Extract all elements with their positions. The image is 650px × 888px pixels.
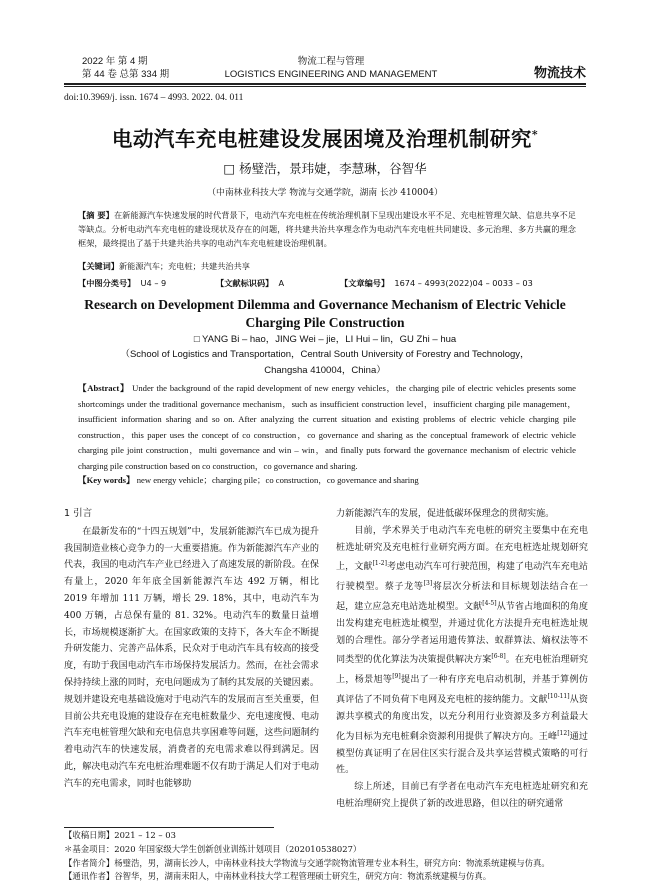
footnotes (64, 829, 586, 884)
body-column-right (336, 506, 588, 813)
keywords-en-text: new energy vehicle；charging pile；co construction，co governance and sharing (136, 475, 419, 485)
issue-year-line: 2022 年 第 4 期 (82, 56, 148, 67)
title-footnote-mark: * (531, 128, 539, 142)
citation: [3] (423, 580, 433, 588)
affiliation-en-line-1: （School of Logistics and Transportation，Central South University of Forestry and Technology， (120, 349, 530, 360)
paragraph-continued: 力新能源汽车的发展，促进低碳环保理念的贯彻实施。 (336, 509, 555, 519)
paragraph-literature (336, 523, 588, 779)
keywords-cn (78, 261, 250, 272)
section-label: 物流技术 (533, 66, 586, 81)
affiliation-en (64, 347, 586, 379)
doc-code (216, 278, 284, 289)
abstract-en (78, 381, 576, 475)
classification-row (78, 278, 578, 292)
keywords-en (78, 474, 419, 486)
abstract-cn-text: 在新能源汽车快速发展的时代背景下，电动汽车充电桩在传统治理机制下呈现出建设水平不足、充电桩管理欠缺、信息共享不足等缺点。分析电动汽车充电桩的建设现状及存在的问题，将共建共治共享理念作为电动汽车充电桩共同建设、多元治理、多方共赢的理念框架，最终提出了基于共建共治共享的电动汽车充电桩建设治理机制。 (78, 210, 576, 249)
affiliation-cn: （中南林业科技大学 物流与交通学院，湖南 长沙 410004） (207, 188, 443, 198)
text-run: 将层次分析法和目标规划法结合在一起，建立应急充电站选址模型。文献 (336, 582, 588, 613)
text-run: 从节省占地面积的角度出发构建充电桩选址模型，并通过优化方法提升充电桩选址规划的合理性。部分学者运用遗传算法、蚁群算法、熵权法等不同类型的优化算法为决策提供解决方案 (336, 602, 588, 666)
clc-label: 【中图分类号】 (78, 278, 136, 288)
text-run: 通过模型仿真证明了在居住区实行混合及共享运营模式策略的可行性。 (336, 731, 588, 776)
title-text: 电动汽车充电桩建设发展困境及治理机制研究 (111, 127, 532, 151)
keywords-cn-label: 【关键词】 (78, 261, 119, 271)
abstract-en-text: Under the background of the rapid development of new energy vehicles，the charging pile of electric vehicles presents some shortcomings under the traditional governance mechanism，such as insufficient construction level，insufficient charging pile management，insufficient information sharing and so on. After analyzing the current situation and existing problems of electric vehicle charging pile construction，this paper uses the concept of co construction，co governance and sharing as the conceptual framework of electric vehicle charging pile joint construction，multi governance and win – win，and finally puts forward the governance mechanism of electric vehicle charging pile construction based on co construction，co governance and sharing. (78, 383, 576, 471)
clc-value: U4 – 9 (140, 278, 167, 288)
paragraph-summary: 综上所述，目前已有学者在电动汽车充电桩选址研究和充电桩治理研究上提供了新的改进思路，但以往的研究通常 (336, 782, 588, 809)
citation: [12] (557, 729, 570, 737)
abstract-en-label: 【Abstract】 (78, 383, 130, 393)
authors-cn: □ 杨璧浩，景玮婕，李慧琳，谷智华 (223, 161, 427, 176)
affiliation-en-line-2: Changsha 410004，China） (264, 365, 386, 376)
paper-title-cn (64, 122, 586, 152)
doc-label: 【文献标识码】 (216, 278, 274, 288)
text-run: 提出了一种有序充电启动机制，并基于算例仿真评估了不同负荷下电网及充电桩的接纳能力。文献 (336, 675, 588, 706)
paragraph-intro: 在最新发布的“十四五规划”中，发展新能源汽车已成为提升我国制造业核心竞争力的一大重要措施。作为新能源汽车产业的代表，我国的电动汽车产业已经进入了高速发展的新阶段。在保有量上，2020 年年底全国新能源汽车达 492 万辆，相比 2019 年增加 111 万辆，增长 29. 18%，其中，电动汽车为 400 万辆，占总保有量的 81. 32%。电动汽车的数量日益增长，市场规模逐渐扩大。在国家政策的支持下，各大车企不断提升研发能力、完善产品体系，民众对于电动汽车具有较高的接受度，有助于我国电动汽车市场保持发展活力。然而，在社会需求保持持续上涨的同时，充电问题成为了制约其发展的关键因素。规划并建设充电基础设施对于电动汽车的发展而言至关重要，但目前公共充电设施的建设存在充电桩数量少、充电速度慢、电动汽车充电桩管理欠缺和充电信息共享困难等问题，这些问题制约着电动汽车的快速发展，消费者的充电需求难以得到满足。因此，解决电动汽车充电桩治理难题不仅有助于满足人们对于电动汽车的充电需求，同时也能够助 (64, 526, 319, 789)
keywords-en-label: 【Key words】 (78, 475, 135, 485)
footnote-corresponding: 【通讯作者】谷智华，男，湖南耒阳人，中南林业科技大学工程管理硕士研究生，研究方向：物流系统建模与仿真。 (64, 871, 492, 882)
section-heading: 1 引言 (64, 508, 93, 519)
issue-info (82, 55, 169, 81)
citation: [9] (392, 673, 401, 681)
journal-name-cn: 物流工程与管理 (297, 56, 365, 67)
doc-value: A (278, 278, 285, 288)
citation: [6-8] (491, 653, 506, 661)
body-column-left (64, 506, 319, 793)
journal-name (215, 55, 447, 81)
citation: [4-5] (482, 600, 497, 608)
text-run: 从资源共享模式的角度出发，以充分利用行业资源及多方利益最大化为目标为充电桩剩余资源利用提供了解决方向。王峰 (336, 695, 588, 742)
citation: [10-11] (547, 693, 570, 701)
text-run: 。在充电桩治理研究上，杨景旭等 (336, 655, 588, 686)
footnote-received: 【收稿日期】2021 – 12 – 03 (64, 830, 176, 840)
header-rule (64, 83, 586, 85)
abstract-cn (78, 208, 576, 251)
clc-code (78, 278, 166, 289)
text-run: 考虑电动汽车可行驶范围，构建了电动汽车充电站行驶模型。蔡子龙等 (336, 562, 588, 593)
keywords-cn-text: 新能源汽车；充电桩；共建共治共享 (118, 261, 250, 271)
authors-en: □ YANG Bi – hao，JING Wei – jie，LI Hui – lin，GU Zhi – hua (193, 334, 457, 345)
abstract-cn-label: 【摘 要】 (78, 210, 114, 220)
paper-title-en: Research on Development Dilemma and Governance Mechanism of Electric Vehicle Charging Pile Construction (84, 297, 566, 330)
text-run: 目前，学术界关于电动汽车充电桩的研究主要集中在充电桩选址研究及充电桩行业研究两方面。在充电桩选址规划研究上，文献 (336, 525, 588, 573)
issue-volume-line: 第 44 卷 总第 334 期 (82, 69, 170, 80)
footnote-author-intro: 【作者简介】杨璧浩，男，湖南长沙人，中南林业科技大学物流与交通学院物流管理专业本科生，研究方向：物流系统建模与仿真。 (64, 857, 550, 868)
footnote-rule (64, 827, 274, 828)
article-label: 【文章编号】 (340, 278, 390, 288)
doi: doi:10.3969/j. issn. 1674 – 4993. 2022. 04. 011 (64, 93, 244, 103)
journal-name-en: LOGISTICS ENGINEERING AND MANAGEMENT (224, 69, 438, 80)
article-value: 1674 – 4993(2022)04 – 0033 – 03 (394, 278, 533, 288)
citation: [1-2] (372, 560, 387, 568)
article-code (340, 278, 533, 289)
header-rule-thin (64, 86, 586, 87)
footnote-fund: ＊基金项目：2020 年国家级大学生创新创业训练计划项目（202010538027） (64, 843, 362, 854)
